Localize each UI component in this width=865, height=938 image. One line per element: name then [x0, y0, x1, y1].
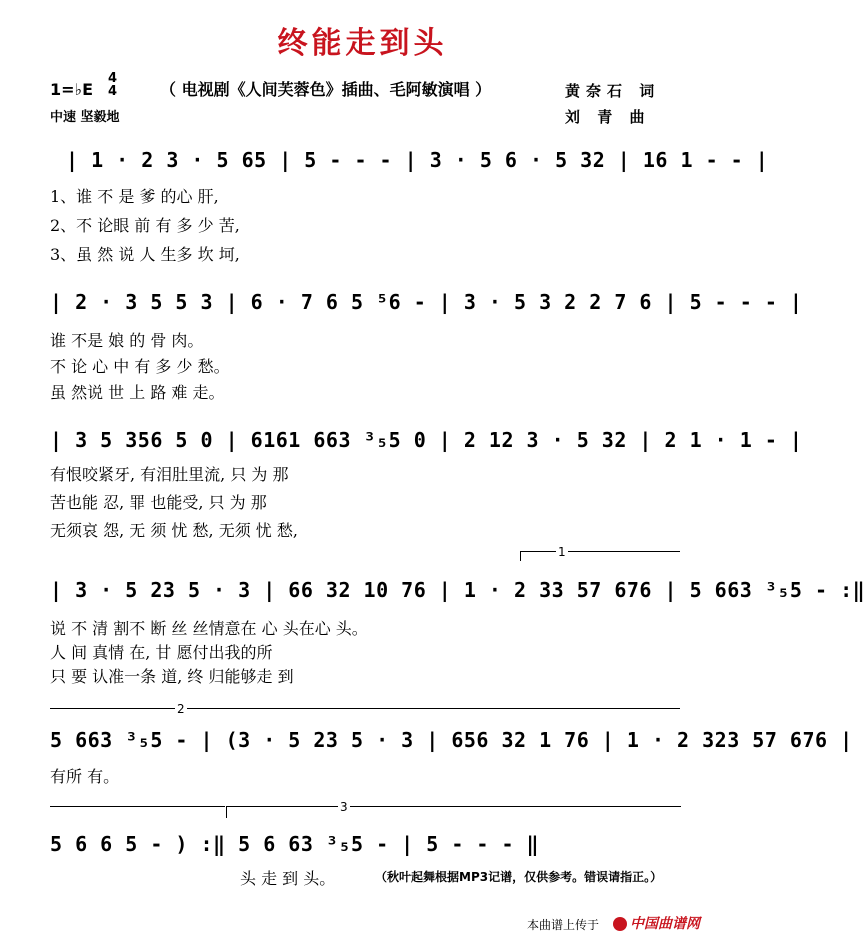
lyric-line-1-verse-2: 2、不 论眼 前 有 多 少 苦, [50, 216, 240, 235]
lyric-line-2-verse-3: 虽 然说 世 上 路 难 走。 [50, 383, 225, 402]
notation-line-1: | 1 · 2 3 · 5 65 | 5 - - - | 3 · 5 6 · 5 32 | 16 1 - - | [66, 148, 769, 172]
volta-bracket-3-hook [226, 806, 227, 818]
lyric-line-2-verse-1: 谁 不是 娘 的 骨 肉。 [50, 331, 204, 350]
volta-bracket-3 [226, 806, 681, 807]
transcription-note: （秋叶起舞根据MP3记谱，仅供参考。错误请指正。） [375, 870, 663, 884]
composer-credit: 刘 青 曲 [565, 108, 651, 126]
site-logo-text: 中国曲谱网 [630, 916, 700, 932]
volta-bracket-1 [520, 551, 680, 552]
volta-bracket-1-hook [520, 551, 521, 561]
site-logo[interactable] [613, 913, 700, 933]
lyric-line-2-verse-2: 不 论 心 中 有 多 少 愁。 [50, 357, 230, 376]
lyric-line-5: 有所 有。 [50, 767, 120, 786]
lyric-line-1-verse-3: 3、虽 然 说 人 生多 坎 坷, [50, 245, 240, 264]
lyric-line-3-verse-1: 有恨咬紧牙, 有泪肚里流, 只 为 那 [50, 465, 289, 484]
notation-line-5: 5 663 ³₅5 - | (3 · 5 23 5 · 3 | 656 32 1 76 | 1 · 2 323 57 676 | [50, 728, 853, 752]
volta-label-2: 2 [177, 702, 185, 716]
notation-line-2: | 2 · 3 5 5 3 | 6 · 7 6 5 ⁵6 - | 3 · 5 3 2 2 7 6 | 5 - - - | [50, 290, 803, 314]
volta-label-1: 1 [558, 545, 566, 559]
lyricist-credit: 黄奈石 词 [565, 82, 661, 100]
notation-line-4: | 3 · 5 23 5 · 3 | 66 32 10 76 | 1 · 2 33 57 676 | 5 663 ³₅5 - :‖ [50, 578, 865, 602]
volta-bracket-2 [50, 708, 680, 709]
notation-line-6: 5 6 6 5 - ) :‖ 5 6 63 ³₅5 - | 5 - - - ‖ [50, 832, 540, 856]
rule-left [50, 806, 225, 807]
volta-label-3: 3 [340, 800, 348, 814]
upload-label: 本曲谱上传于 [527, 918, 600, 932]
notation-line-3: | 3 5 356 5 0 | 6161 663 ³₅5 0 | 2 12 3 · 5 32 | 2 1 · 1 - | [50, 428, 803, 452]
subtitle: （ 电视剧《人间芙蓉色》插曲、毛阿敏演唱 ） [160, 80, 492, 99]
lyric-line-6: 头 走 到 头。 [240, 869, 336, 888]
key-signature: 1=♭E [50, 80, 94, 99]
lyric-line-1-verse-1: 1、谁 不 是 爹 的心 肝, [50, 187, 219, 206]
lyric-line-3-verse-3: 无须哀 怨, 无 须 忧 愁, 无须 忧 愁, [50, 521, 298, 540]
site-logo-icon [613, 917, 627, 931]
lyric-line-4-verse-1: 说 不 清 割不 断 丝 丝情意在 心 头在心 头。 [50, 619, 368, 638]
time-signature [108, 72, 117, 98]
page-title: 终能走到头 [277, 26, 448, 61]
time-signature-top: 4 [108, 71, 118, 86]
tempo-marking: 中速 坚毅地 [50, 110, 120, 125]
time-signature-bottom: 4 [108, 84, 118, 99]
lyric-line-3-verse-2: 苦也能 忍, 罪 也能受, 只 为 那 [50, 493, 267, 512]
lyric-line-4-verse-3: 只 要 认准一条 道, 终 归能够走 到 [50, 667, 294, 686]
lyric-line-4-verse-2: 人 间 真情 在, 甘 愿付出我的所 [50, 643, 273, 662]
